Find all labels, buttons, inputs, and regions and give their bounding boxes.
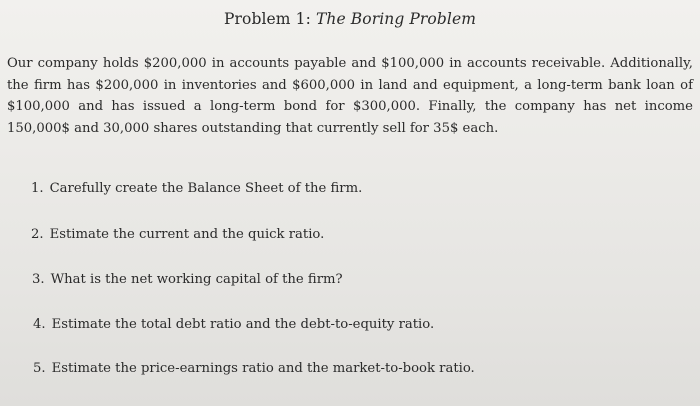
problem-statement: Our company holds $200,000 in accounts payable and $100,000 in accounts receivable. Additionally, the firm has $200,000 in inventories and $600,000 in land and equipment, a long-term bank loan of $100,000 and has issued a long-term bond for $300,000. Finally, the company has net income 150,000$ and 30,000 shares outstanding that currently sell for 35$ each. (7, 56, 693, 136)
problem-number: Problem 1: (223, 10, 311, 28)
question-text: Estimate the price-earnings ratio and the market-to-book ratio. (51, 361, 475, 376)
question-number: 5. (33, 361, 46, 376)
question-text: Estimate the total debt ratio and the debt-to-equity ratio. (51, 317, 435, 332)
question-text: Estimate the current and the quick ratio. (49, 227, 325, 242)
question-number: 1. (31, 181, 44, 196)
question-text: What is the net working capital of the firm? (50, 272, 343, 287)
question-item-2 (31, 227, 324, 242)
problem-name: The Boring Problem (315, 10, 477, 28)
question-number: 2. (31, 227, 44, 242)
question-number: 3. (32, 272, 45, 287)
question-item-5 (33, 361, 475, 376)
question-item-4 (33, 317, 434, 332)
question-item-3 (32, 272, 343, 287)
question-text: Carefully create the Balance Sheet of the firm. (49, 181, 363, 196)
question-item-1 (31, 181, 362, 196)
question-number: 4. (33, 317, 46, 332)
